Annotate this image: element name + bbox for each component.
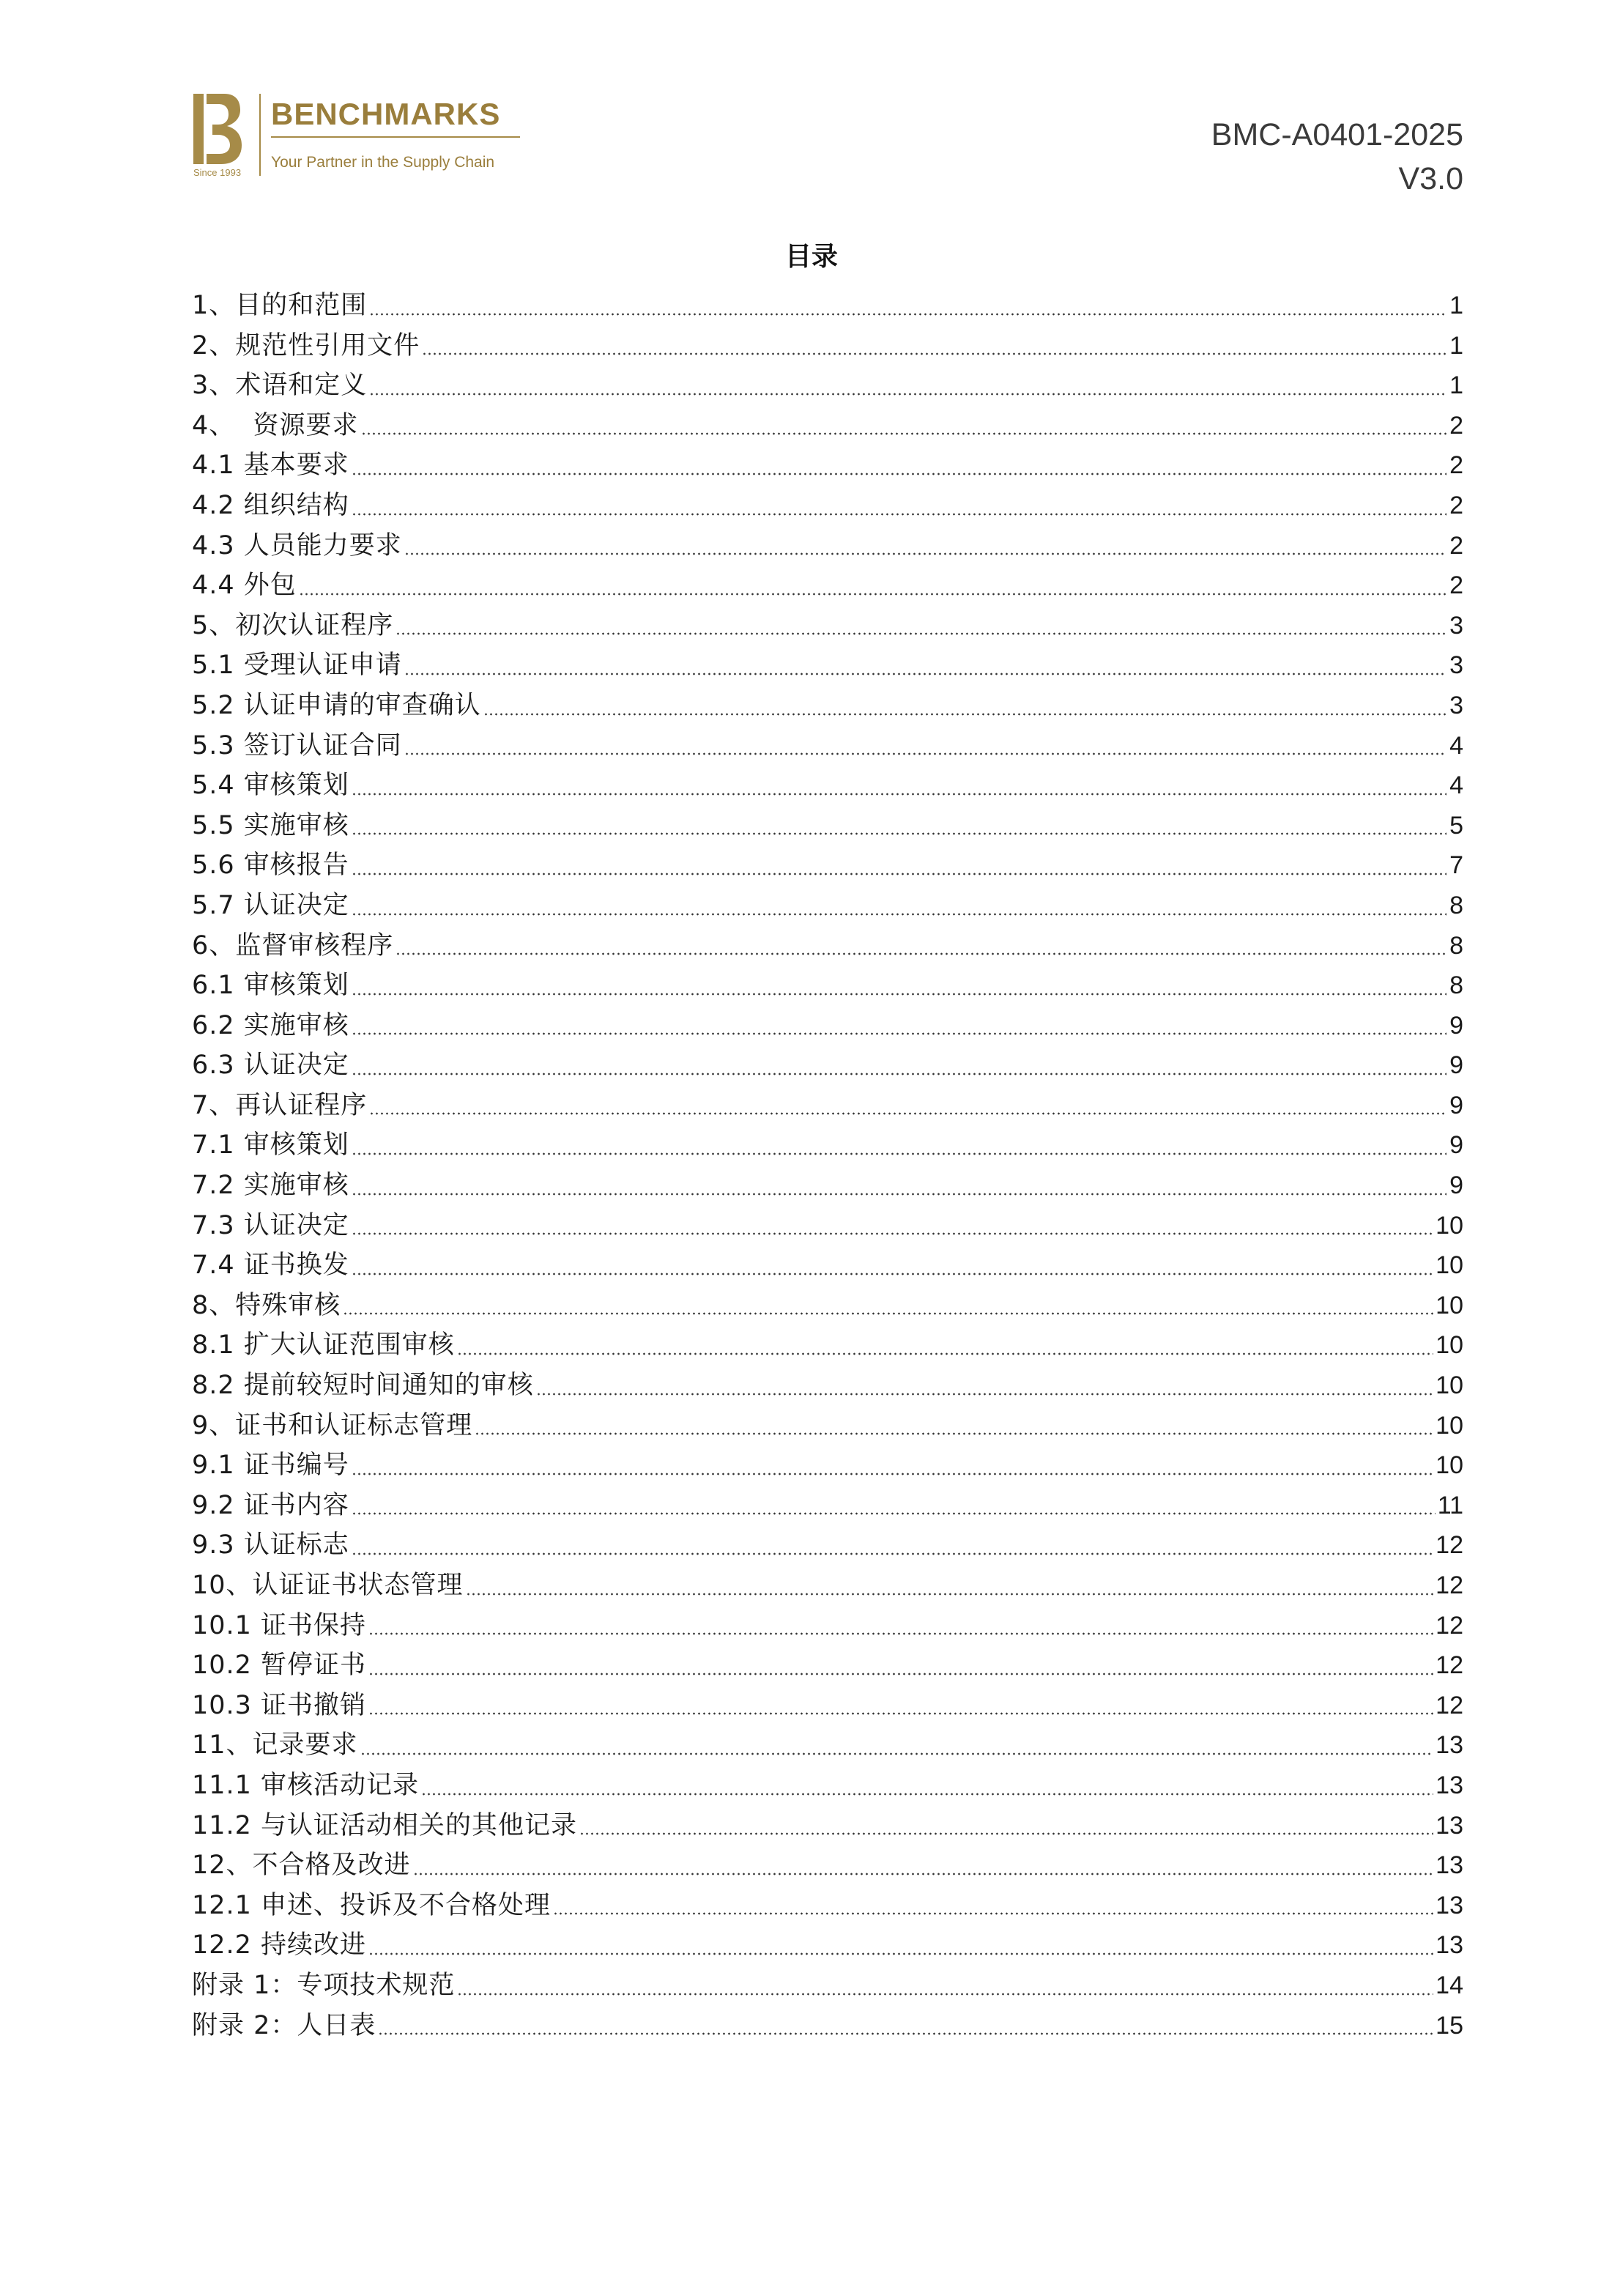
toc-dot-leader [466,1593,1434,1596]
toc-entry-page: 3 [1449,611,1463,640]
toc-dot-leader [352,1152,1446,1155]
toc-dot-leader [352,832,1446,835]
toc-entry-label: 2、规范性引用文件 [192,330,420,360]
toc-entry-label: 4.1 基本要求 [192,451,349,481]
toc-entry-page: 9 [1449,1131,1463,1160]
toc-entry-label: 4.2 组织结构 [192,490,349,520]
toc-dot-leader [404,552,1446,555]
toc-entry-page: 8 [1449,971,1463,1000]
toc-entry-page: 3 [1449,651,1463,680]
toc-dot-leader [352,1232,1433,1235]
toc-entry[interactable] [192,686,1463,726]
toc-entry-label: 6、监督审核程序 [192,930,394,960]
toc-entry-page: 13 [1436,1771,1463,1799]
toc-entry-page: 10 [1436,1291,1463,1319]
toc-entry-page: 13 [1436,1731,1463,1760]
toc-entry[interactable] [192,926,1463,966]
toc-entry[interactable] [192,1245,1463,1286]
toc-dot-leader [352,1512,1436,1515]
toc-entry[interactable] [192,1445,1463,1486]
toc-entry-page: 2 [1449,451,1463,480]
toc-entry-label: 7、再认证程序 [192,1090,368,1120]
toc-entry[interactable] [192,1166,1463,1206]
toc-dot-leader [352,1273,1433,1275]
toc-dot-leader [361,432,1446,435]
toc-entry[interactable] [192,1606,1463,1646]
toc-entry-page: 12 [1436,1571,1463,1599]
toc-entry-label: 4.3 人员能力要求 [192,530,402,560]
toc-entry-label: 8.2 提前较短时间通知的审核 [192,1371,534,1401]
toc-entry[interactable] [192,526,1463,566]
toc-entry[interactable] [192,845,1463,886]
toc-entry-label: 1、目的和范围 [192,291,368,320]
document-version: V3.0 [1398,161,1463,196]
toc-entry-page: 13 [1436,1811,1463,1840]
toc-entry-page: 4 [1449,731,1463,760]
toc-entry-page: 2 [1449,411,1463,440]
toc-entry-page: 9 [1449,1171,1463,1200]
toc-dot-leader [352,913,1446,916]
toc-entry-page: 1 [1449,292,1463,319]
toc-dot-leader [404,752,1446,755]
toc-entry[interactable] [192,1045,1463,1086]
toc-entry-label: 附录 1：专项技术规范 [192,1970,456,2000]
toc-entry[interactable] [192,886,1463,926]
toc-dot-leader [395,632,1446,635]
toc-entry-label: 11、记录要求 [192,1730,358,1760]
brand-name: BENCHMARKS [271,97,501,131]
toc-entry-label: 8、特殊审核 [192,1290,341,1320]
toc-entry-page: 13 [1436,1891,1463,1919]
toc-entry-page: 10 [1436,1371,1463,1400]
toc-entry-label: 5.6 审核报告 [192,851,349,881]
toc-dot-leader [352,473,1446,475]
toc-entry-page: 4 [1449,771,1463,800]
toc-entry-label: 4、 资源要求 [192,410,359,440]
toc-dot-leader [369,1112,1446,1115]
toc-entry[interactable] [192,1766,1463,1806]
toc-entry[interactable] [192,1725,1463,1766]
toc-entry-label: 10.1 证书保持 [192,1610,367,1640]
toc-entry-page: 12 [1436,1531,1463,1560]
toc-entry-label: 10.2 暂停证书 [192,1651,367,1681]
toc-dot-leader [368,1952,1433,1955]
toc-entry-label: 5.7 认证决定 [192,890,349,920]
brand-tagline: Your Partner in the Supply Chain [271,154,495,171]
toc-entry-page: 9 [1449,1011,1463,1040]
toc-entry-page: 10 [1436,1331,1463,1360]
toc-entry-page: 1 [1449,331,1463,360]
toc-entry-page: 11 [1437,1491,1463,1519]
toc-dot-leader [352,513,1446,516]
toc-entry-label: 12.2 持续改进 [192,1930,367,1960]
logo-divider [259,94,261,176]
toc-entry-page: 8 [1449,891,1463,919]
toc-dot-leader [457,1993,1433,1996]
toc-entry[interactable] [192,1486,1463,1526]
toc-entry-label: 5、初次认证程序 [192,610,394,640]
toc-entry-page: 10 [1436,1211,1463,1240]
company-logo [192,86,529,182]
toc-entry[interactable] [192,1286,1463,1326]
toc-entry-page: 3 [1449,691,1463,719]
toc-entry-page: 10 [1436,1251,1463,1280]
toc-entry-label: 7.1 审核策划 [192,1130,349,1160]
toc-entry[interactable] [192,1966,1463,2006]
toc-dot-leader [368,1632,1433,1635]
table-of-contents [192,286,1463,2045]
toc-dot-leader [352,993,1446,996]
toc-entry[interactable] [192,486,1463,526]
toc-entry-page: 9 [1449,1091,1463,1119]
toc-entry-page: 2 [1449,531,1463,560]
toc-title: 目录 [784,242,838,272]
toc-entry-label: 5.1 受理认证申请 [192,651,402,681]
toc-entry-label: 9.2 证书内容 [192,1490,349,1520]
toc-entry-label: 11.2 与认证活动相关的其他记录 [192,1810,578,1840]
toc-entry-page: 8 [1449,931,1463,960]
toc-entry[interactable] [192,2006,1463,2046]
toc-dot-leader [352,1193,1446,1196]
toc-entry-label: 5.3 签订认证合同 [192,730,402,760]
toc-entry[interactable] [192,366,1463,406]
toc-dot-leader [352,1073,1446,1075]
toc-entry-page: 15 [1436,2011,1463,2040]
toc-dot-leader [421,1793,1433,1796]
toc-entry[interactable] [192,1806,1463,1846]
toc-dot-leader [368,1673,1433,1675]
toc-entry-page: 9 [1449,1051,1463,1080]
toc-entry-page: 12 [1436,1611,1463,1640]
toc-entry-page: 7 [1449,851,1463,880]
benchmarks-logo-icon [192,92,243,166]
toc-entry[interactable] [192,1086,1463,1126]
toc-entry-page: 12 [1436,1651,1463,1680]
toc-entry-label: 9.1 证书编号 [192,1451,349,1481]
toc-dot-leader [553,1912,1433,1915]
toc-entry-label: 6.2 实施审核 [192,1010,349,1040]
toc-entry[interactable] [192,326,1463,366]
toc-entry[interactable] [192,566,1463,606]
toc-entry-label: 10.3 证书撤销 [192,1690,367,1720]
toc-entry[interactable] [192,966,1463,1006]
toc-entry[interactable] [192,1645,1463,1686]
toc-entry[interactable] [192,1886,1463,1926]
toc-entry[interactable] [192,766,1463,806]
toc-entry-page: 12 [1436,1691,1463,1719]
toc-entry[interactable] [192,1125,1463,1166]
toc-dot-leader [579,1832,1433,1835]
toc-entry-page: 14 [1436,1971,1463,1999]
toc-entry-page: 13 [1436,1931,1463,1960]
toc-dot-leader [422,352,1446,355]
toc-entry-label: 11.1 审核活动记录 [192,1770,420,1800]
toc-entry[interactable] [192,1406,1463,1446]
toc-dot-leader [404,673,1446,675]
toc-dot-leader [369,313,1446,316]
toc-entry-label: 4.4 外包 [192,571,297,601]
toc-dot-leader [352,1032,1446,1035]
toc-entry[interactable] [192,645,1463,686]
document-code: BMC-A0401-2025 [1211,117,1463,152]
toc-entry[interactable] [192,1325,1463,1366]
toc-entry-label: 9、证书和认证标志管理 [192,1410,473,1440]
toc-entry-label: 12、不合格及改进 [192,1851,411,1881]
toc-entry[interactable] [192,1366,1463,1406]
toc-entry[interactable] [192,1525,1463,1566]
toc-entry[interactable] [192,1206,1463,1246]
toc-entry-label: 6.3 认证决定 [192,1051,349,1081]
toc-entry[interactable] [192,286,1463,326]
toc-entry-label: 附录 2：人日表 [192,2010,376,2040]
toc-entry-label: 5.4 审核策划 [192,771,349,801]
toc-dot-leader [352,1552,1433,1555]
toc-dot-leader [299,593,1446,596]
toc-entry-label: 5.2 认证申请的审查确认 [192,690,481,720]
toc-dot-leader [368,1712,1433,1715]
toc-entry[interactable] [192,606,1463,646]
toc-entry[interactable] [192,406,1463,446]
toc-entry[interactable] [192,1686,1463,1726]
toc-dot-leader [536,1393,1433,1396]
toc-entry[interactable] [192,1925,1463,1966]
toc-dot-leader [483,713,1446,716]
toc-dot-leader [352,1473,1433,1475]
toc-entry-label: 5.5 实施审核 [192,810,349,840]
toc-entry-page: 2 [1449,571,1463,600]
toc-entry[interactable] [192,726,1463,766]
since-year: Since 1993 [193,167,242,178]
toc-dot-leader [413,1873,1434,1875]
toc-entry[interactable] [192,1845,1463,1886]
toc-entry-label: 3、术语和定义 [192,371,368,401]
toc-entry-label: 7.4 证书换发 [192,1251,349,1281]
toc-dot-leader [352,793,1446,796]
page-header [0,0,1623,220]
toc-dot-leader [360,1752,1434,1755]
toc-entry-label: 7.2 实施审核 [192,1171,349,1201]
toc-entry[interactable] [192,1006,1463,1046]
toc-entry-label: 8.1 扩大认证范围审核 [192,1330,455,1360]
toc-entry[interactable] [192,806,1463,846]
toc-entry-page: 13 [1436,1851,1463,1880]
toc-entry-page: 10 [1436,1451,1463,1480]
toc-entry[interactable] [192,1566,1463,1606]
toc-entry-label: 12.1 申述、投诉及不合格处理 [192,1890,551,1920]
toc-dot-leader [343,1312,1433,1315]
toc-entry-page: 2 [1449,491,1463,519]
toc-dot-leader [457,1352,1433,1355]
toc-dot-leader [352,873,1446,875]
toc-entry-label: 6.1 审核策划 [192,971,349,1001]
toc-dot-leader [369,393,1446,396]
brand-underline [271,136,520,138]
toc-entry-label: 10、认证证书状态管理 [192,1571,464,1600]
toc-entry-page: 5 [1449,811,1463,840]
toc-entry-label: 7.3 认证决定 [192,1210,349,1240]
toc-entry[interactable] [192,445,1463,486]
toc-dot-leader [395,952,1446,955]
toc-entry-page: 1 [1449,371,1463,400]
toc-entry-label: 9.3 认证标志 [192,1530,349,1560]
toc-dot-leader [475,1432,1433,1435]
toc-entry-page: 10 [1436,1411,1463,1440]
toc-dot-leader [378,2032,1433,2035]
